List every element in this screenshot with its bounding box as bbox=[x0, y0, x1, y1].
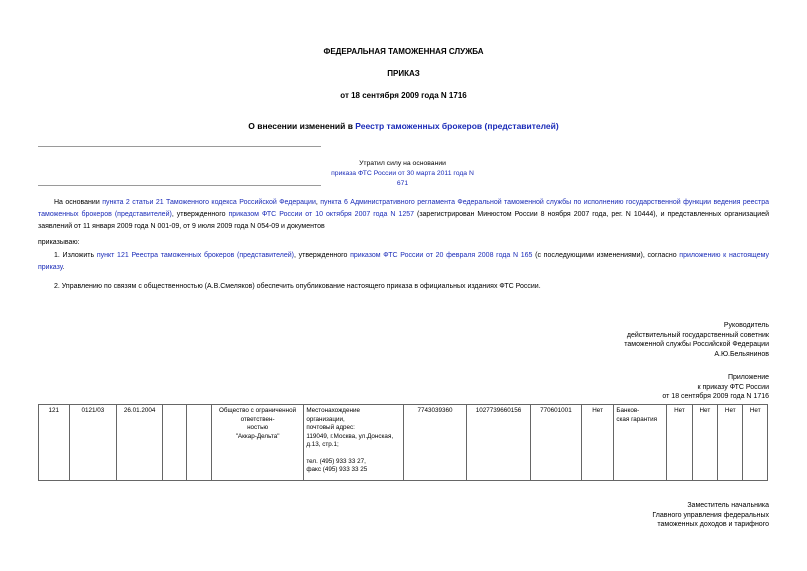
preamble-paragraph bbox=[38, 197, 769, 233]
signature-line: таможенной службы Российской Федерации bbox=[624, 341, 769, 348]
status-note bbox=[330, 159, 475, 189]
cell-line: д.13, стр.1; bbox=[306, 441, 339, 448]
table-cell: 121 bbox=[39, 405, 70, 481]
table-cell bbox=[163, 405, 187, 481]
table-row bbox=[39, 405, 768, 481]
table-cell: 0121/03 bbox=[69, 405, 117, 481]
table-cell: Нет bbox=[667, 405, 692, 481]
footer-line: Главного управления федеральных bbox=[652, 511, 769, 519]
order-1257-link[interactable]: приказом ФТС России от 10 октября 2007 года N 1257 bbox=[228, 211, 414, 218]
cell-line: 119049, г.Москва, ул.Донская, bbox=[306, 432, 394, 440]
document-type: ПРИКАЗ bbox=[387, 69, 420, 78]
cell-line: Банков- bbox=[616, 407, 640, 414]
table-cell: Нет bbox=[581, 405, 614, 481]
order-text: . bbox=[62, 264, 65, 271]
table-cell: 1027739660156 bbox=[466, 405, 530, 481]
cell-line: ответствен- bbox=[240, 415, 275, 423]
cell-line: тел. (495) 933 33 27, bbox=[306, 457, 366, 465]
signature-name: А.Ю.Бельянинов bbox=[714, 350, 769, 358]
table-cell bbox=[614, 405, 667, 481]
cell-line: почтовый адрес: bbox=[306, 424, 355, 431]
status-line: Утратил силу на основании bbox=[359, 160, 446, 167]
cell-line: факс (495) 933 33 25 bbox=[306, 466, 368, 473]
preamble-text: , bbox=[315, 199, 321, 206]
footer-line: Заместитель начальника bbox=[687, 502, 769, 509]
order-word: приказываю: bbox=[38, 239, 80, 246]
point-121-link[interactable]: пункт 121 Реестра таможенных брокеров (представителей) bbox=[96, 252, 295, 259]
preamble-text: , утвержденного bbox=[171, 211, 229, 218]
signature-line: Руководитель bbox=[723, 322, 769, 329]
registry-table bbox=[38, 404, 768, 481]
signature-block bbox=[624, 321, 769, 359]
repeal-order-link[interactable]: приказа ФТС России от 30 марта 2011 года N 671 bbox=[331, 170, 474, 187]
table-cell: 770601001 bbox=[531, 405, 582, 481]
footer-line: таможенных доходов и тарифного bbox=[657, 521, 769, 528]
document-date: от 18 сентября 2009 года N 1716 bbox=[340, 91, 467, 100]
cell-line: ская гарантия bbox=[616, 415, 658, 423]
appendix-header bbox=[662, 373, 769, 402]
table-cell: Нет bbox=[743, 405, 768, 481]
cell-line: "Аккар-Дельта" bbox=[235, 432, 280, 440]
document-title bbox=[0, 121, 807, 131]
cell-line: ностью bbox=[247, 424, 269, 431]
divider-top bbox=[38, 146, 321, 147]
order-165-link[interactable]: приказом ФТС России от 20 февраля 2008 года N 165 bbox=[350, 252, 533, 259]
appendix-line: Приложение bbox=[727, 374, 769, 381]
agency-name: ФЕДЕРАЛЬНАЯ ТАМОЖЕННАЯ СЛУЖБА bbox=[323, 47, 484, 56]
appendix-line: к приказу ФТС России bbox=[697, 383, 769, 391]
order-text: , утвержденного bbox=[294, 252, 351, 259]
preamble-text: На основании bbox=[54, 199, 103, 206]
signature-line: действительный государственный советник bbox=[626, 331, 769, 339]
customs-code-link[interactable]: пункта 2 статьи 21 Таможенного кодекса Российской Федерации bbox=[102, 199, 316, 206]
appendix-link[interactable]: приложению к настоящему приказу bbox=[38, 252, 769, 271]
cell-line: Местонахождение bbox=[306, 407, 360, 414]
table-cell: 7743039360 bbox=[403, 405, 466, 481]
order-point-2: 2. Управлению по связям с общественностью (А.В.Смеляков) обеспечить опубликование настоящего приказа в официальных изданиях ФТС России. bbox=[54, 283, 541, 290]
preamble-text: (зарегистрирован Минюстом России 8 ноября 2007 года, рег. N 10444), и представленных организацией заявлений от 11 января 2009 года N 001-09, от 9 июля 2009 года N 054-09 и документов bbox=[38, 211, 769, 230]
registry-link[interactable]: Реестр таможенных брокеров (представителей) bbox=[355, 121, 559, 131]
order-point-1 bbox=[38, 250, 769, 274]
table-cell: Нет bbox=[692, 405, 717, 481]
table-cell bbox=[304, 405, 404, 481]
table-cell bbox=[211, 405, 304, 481]
table-cell: Нет bbox=[718, 405, 743, 481]
table-cell bbox=[187, 405, 211, 481]
order-text: (с последующими изменениями), согласно bbox=[532, 252, 680, 259]
table-cell: 26.01.2004 bbox=[117, 405, 163, 481]
cell-line: Общество с ограниченной bbox=[219, 407, 297, 414]
regulation-link[interactable]: пункта 6 Административного регламента Федеральной таможенной службы по исполнению государственной функции ведения реестра таможенных брокеров (представителей) bbox=[38, 199, 769, 218]
footer-signature bbox=[652, 501, 769, 530]
order-text: 1. Изложить bbox=[54, 252, 97, 259]
appendix-line: от 18 сентября 2009 года N 1716 bbox=[662, 393, 769, 400]
cell-line: организации, bbox=[306, 415, 345, 423]
title-prefix: О внесении изменений в bbox=[248, 121, 356, 131]
divider-bottom bbox=[38, 185, 321, 186]
